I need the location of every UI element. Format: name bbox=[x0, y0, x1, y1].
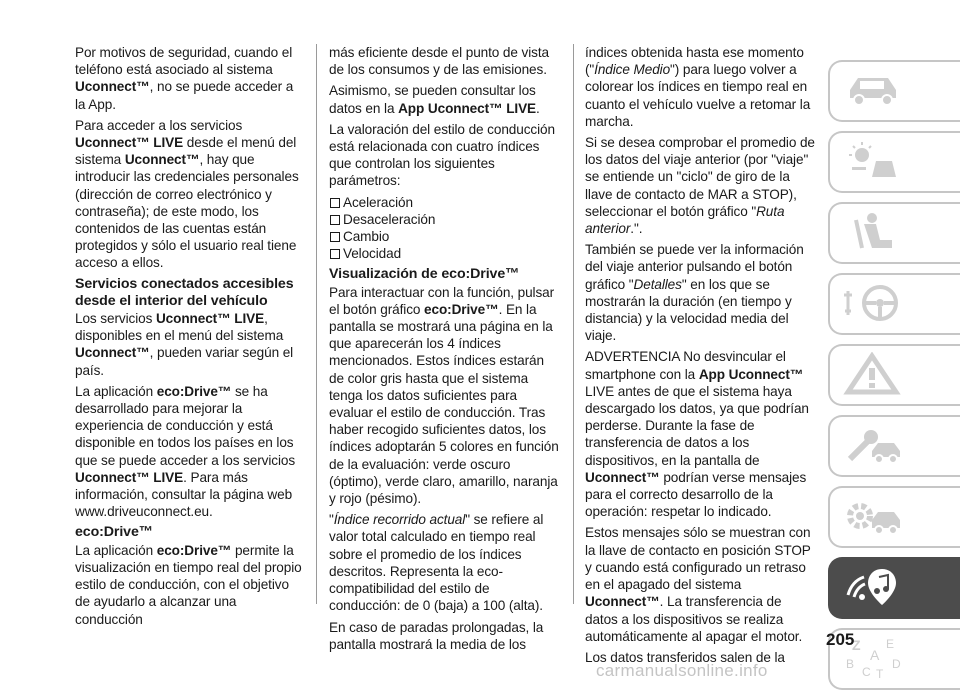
text-column-1 bbox=[75, 44, 307, 632]
index-letter: B bbox=[846, 657, 855, 671]
list-item: Cambio bbox=[329, 228, 561, 245]
seat-safety-icon bbox=[842, 210, 906, 254]
paragraph: "Índice recorrido actual" se refiere al valor total calculado en tiempo real sobre el promedio de los índices descritos. Representa la eco-compatibilidad del estilo de conducción: de 0 (baja) a 100 (alta). bbox=[329, 512, 544, 614]
paragraph: La aplicación eco:Drive™ permite la visualización en tiempo real del propio estilo de conducción, con el objetivo de ayudarlo a alcanzar una conducción bbox=[75, 542, 302, 627]
paragraph: Asimismo, se pueden consultar los datos en la App Uconnect™ LIVE. bbox=[329, 83, 540, 116]
warning-paragraph: ADVERTENCIA No desvincular el smartphone con la App Uconnect™ LIVE antes de que el sistema haya descargado los datos, ya que podrían perderse. Durante la fase de transferencia de datos a los dispositivos, en la pantalla de Uconnect™ podrían verse mensajes para el correcto desarrollo de la operación: respetar lo indicado. bbox=[585, 349, 809, 520]
page-number: 205 bbox=[826, 630, 855, 649]
watermark: carmanualsonline.info bbox=[596, 661, 768, 680]
chapter-tab-technical-data[interactable] bbox=[828, 486, 960, 548]
index-letter: T bbox=[876, 667, 884, 680]
paragraph: Si se desea comprobar el promedio de los datos del viaje anterior (por "viaje" se entiende un "ciclo" de giro de la llave de contacto de MAR a STOP), seleccionar el botón gráfico "Ruta anterior.". bbox=[585, 135, 815, 237]
chapter-tab-dashboard[interactable] bbox=[828, 131, 960, 193]
section-heading: Servicios conectados accesibles desde el interior del vehículo bbox=[75, 275, 294, 309]
list-item: Velocidad bbox=[329, 245, 561, 262]
chapter-tab-multimedia[interactable] bbox=[828, 557, 960, 619]
paragraph: Estos mensajes sólo se muestran con la llave de contacto en posición STOP y cuando está configurado un retraso en el apagado del sistema Uconnect™. La transferencia de datos a los dispositivos se realiza automáticamente al apagar el motor. bbox=[585, 525, 811, 644]
paragraph: En caso de paradas prolongadas, la pantalla mostrará la media de los bbox=[329, 619, 544, 652]
paragraph: índices obtenida hasta ese momento ("Índice Medio") para luego volver a colorear los índices en tiempo real en cuanto el vehículo vuelve a retomar la marcha. bbox=[585, 45, 811, 129]
chapter-tab-emergency[interactable] bbox=[828, 344, 960, 406]
index-letter: A bbox=[870, 647, 880, 663]
paragraph: más eficiente desde el punto de vista de los consumos y de las emisiones. bbox=[329, 45, 549, 78]
index-letter: E bbox=[886, 637, 895, 651]
car-icon bbox=[842, 68, 906, 112]
gear-car-icon bbox=[842, 494, 906, 538]
index-letter: D bbox=[892, 657, 901, 671]
section-heading: Visualización de eco:Drive™ bbox=[329, 266, 520, 283]
paragraph: Los servicios Uconnect™ LIVE, disponibles en el menú del sistema Uconnect™, pueden variar según el país. bbox=[75, 311, 294, 378]
paragraph: También se puede ver la información del viaje anterior pulsando el botón gráfico "Detalles" en los que se mostrarán la duración (en tiempo y distancia) y la velocidad media del viaje. bbox=[585, 242, 804, 344]
paragraph: Para acceder a los servicios Uconnect™ LIVE desde el menú del sistema Uconnect™, hay que introducir las credenciales personales (dirección de correo electrónico y contraseña); de este modo, los contenidos de las cuentas están protegidos y sólo el usuario real tiene acceso a ellos. bbox=[75, 117, 299, 271]
paragraph: Por motivos de seguridad, cuando el teléfono está asociado al sistema Uconnect™, no se puede acceder a la App. bbox=[75, 45, 294, 112]
wrench-car-icon bbox=[842, 423, 906, 467]
steering-wheel-icon bbox=[842, 281, 906, 325]
parameter-list bbox=[329, 194, 561, 263]
chapter-tabs bbox=[828, 60, 960, 699]
chapter-tab-vehicle[interactable] bbox=[828, 60, 960, 122]
list-item: Desaceleración bbox=[329, 211, 561, 228]
chapter-tab-maintenance[interactable] bbox=[828, 415, 960, 477]
column-divider bbox=[573, 44, 574, 604]
column-divider bbox=[316, 44, 317, 604]
list-item: Aceleración bbox=[329, 194, 561, 211]
chapter-tab-starting[interactable] bbox=[828, 273, 960, 335]
section-heading: eco:Drive™ bbox=[75, 524, 153, 541]
warning-lights-icon bbox=[842, 139, 906, 183]
multimedia-icon bbox=[842, 565, 906, 609]
text-column-3 bbox=[585, 44, 817, 670]
chapter-tab-safety[interactable] bbox=[828, 202, 960, 264]
warning-triangle-icon bbox=[842, 352, 906, 396]
paragraph: La aplicación eco:Drive™ se ha desarrollado para mejorar la experiencia de conducción y está disponible en todos los países en los que se puede acceder a los servicios Uconnect™ LIVE. Para más información, consultar la página web www.driveuconnect.eu. bbox=[75, 383, 296, 520]
paragraph: La valoración del estilo de conducción está relacionada con cuatro índices que controlan los siguientes parámetros: bbox=[329, 121, 555, 189]
index-letter: C bbox=[862, 665, 871, 679]
text-column-2 bbox=[329, 44, 561, 657]
paragraph: Los datos transferidos salen de la bbox=[585, 649, 785, 665]
paragraph: Para interactuar con la función, pulsar el botón gráfico eco:Drive™. En la pantalla se mostrará una página en la que aparecerán los 4 índices mencionados. Estos índices estarán de color gris hasta que el sistema tenga los datos suficientes para evaluar el estilo de conducción. Tras haber recogido suficientes datos, los índices adoptarán 5 colores en función de la evaluación: verde oscuro (óptimo), verde claro, amarillo, naranja y rojo (pésimo). bbox=[329, 284, 559, 507]
index-letter: Z bbox=[852, 637, 861, 653]
